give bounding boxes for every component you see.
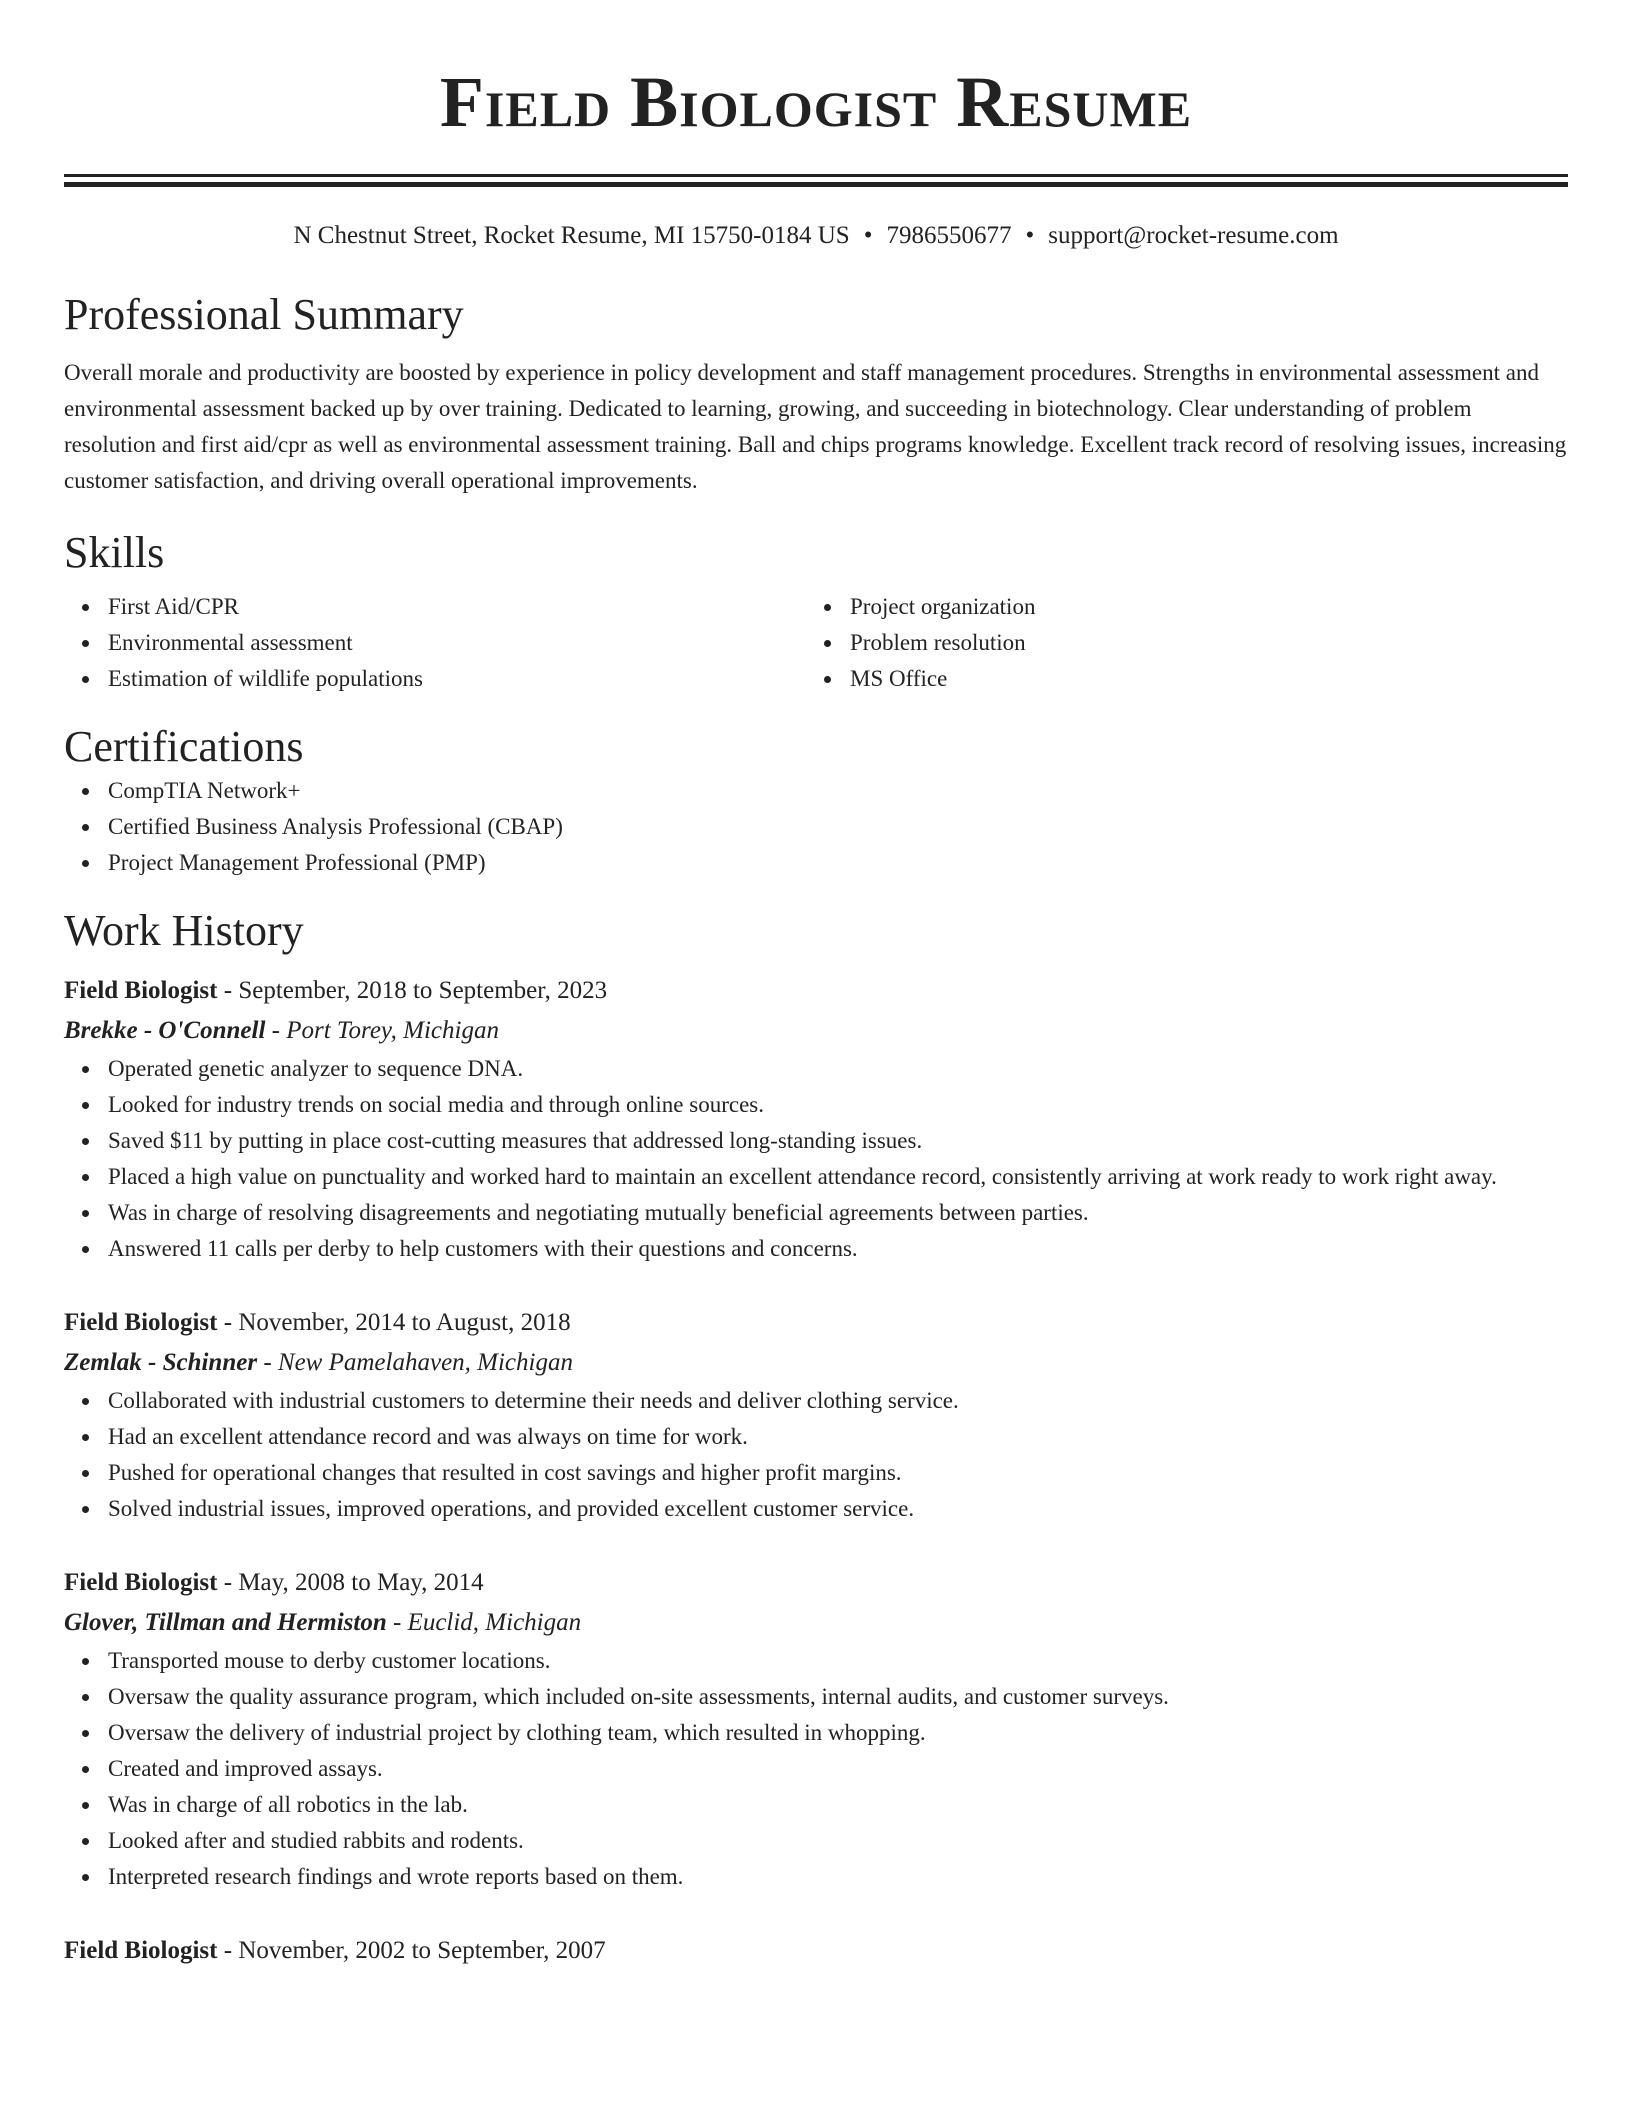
job-bullet: Solved industrial issues, improved operations, and provided excellent customer service. [108,1491,1568,1527]
skill-item: Environmental assessment [108,625,806,661]
title-rule-bottom [64,182,1568,187]
job-bullets [64,1051,1568,1267]
job-bullet: Answered 11 calls per derby to help customers with their questions and concerns. [108,1231,1568,1267]
job-title: Field Biologist [64,977,218,1004]
company-line [64,1603,1568,1643]
job-bullets [64,1643,1568,1895]
skill-item: First Aid/CPR [108,589,806,625]
job-title: Field Biologist [64,1309,218,1336]
job-entry [64,1563,1568,1895]
job-bullet: Created and improved assays. [108,1751,1568,1787]
skills-column-right [806,589,1548,697]
skill-item: Problem resolution [850,625,1548,661]
title-rule-top [64,174,1568,177]
job-bullet: Pushed for operational changes that resulted in cost savings and higher profit margins. [108,1455,1568,1491]
job-dates: November, 2002 to September, 2007 [238,1937,606,1964]
job-entry [64,1931,1568,1971]
company-line [64,1011,1568,1051]
job-dates: September, 2018 to September, 2023 [238,977,608,1004]
contact-email: support@rocket-resume.com [1048,222,1339,249]
contact-address: N Chestnut Street, Rocket Resume, MI 15750-0184 US [293,222,850,249]
job-title-line [64,971,1568,1011]
summary-heading: Professional Summary [64,290,464,339]
company-line [64,1343,1568,1383]
job-bullet: Placed a high value on punctuality and worked hard to maintain an excellent attendance record, consistently arriving at work ready to work right away. [108,1159,1568,1195]
job-dash: - [223,977,233,1004]
job-bullet: Had an excellent attendance record and was always on time for work. [108,1419,1568,1455]
job-title: Field Biologist [64,1569,218,1596]
company-dash: - [392,1609,402,1636]
company-location: New Pamelahaven, Michigan [277,1349,573,1376]
job-bullet: Saved $11 by putting in place cost-cutting measures that addressed long-standing issues. [108,1123,1568,1159]
skills-column-left [64,589,806,697]
job-title-line [64,1563,1568,1603]
job-title-line [64,1303,1568,1343]
job-bullet: Looked for industry trends on social media and through online sources. [108,1087,1568,1123]
skills-heading: Skills [64,528,165,577]
job-dash: - [223,1309,233,1336]
skills-grid [64,589,1568,697]
company-name: Zemlak - Schinner [64,1349,258,1376]
job-bullet: Collaborated with industrial customers to determine their needs and deliver clothing service. [108,1383,1568,1419]
company-name: Brekke - O'Connell [64,1017,266,1044]
job-bullet: Was in charge of resolving disagreements and negotiating mutually beneficial agreements between parties. [108,1195,1568,1231]
skill-item: Project organization [850,589,1548,625]
certifications-list [64,773,1568,881]
job-bullet: Looked after and studied rabbits and rodents. [108,1823,1568,1859]
certification-item: CompTIA Network+ [108,773,1568,809]
resume-title: Field Biologist Resume [439,62,1193,142]
company-dash: - [263,1349,272,1376]
job-bullet: Operated genetic analyzer to sequence DNA. [108,1051,1568,1087]
contact-separator: • [863,222,873,249]
job-title: Field Biologist [64,1937,218,1964]
company-location: Euclid, Michigan [407,1609,582,1636]
certifications-heading: Certifications [64,722,304,771]
job-dash: - [223,1937,233,1964]
contact-line [64,221,1568,251]
certification-item: Project Management Professional (PMP) [108,845,1568,881]
job-bullet: Was in charge of all robotics in the lab. [108,1787,1568,1823]
job-dash: - [223,1569,233,1596]
work-history-heading: Work History [64,906,304,955]
job-dates: November, 2014 to August, 2018 [238,1309,571,1336]
job-bullet: Transported mouse to derby customer locations. [108,1643,1568,1679]
job-bullet: Interpreted research findings and wrote reports based on them. [108,1859,1568,1895]
skill-item: Estimation of wildlife populations [108,661,806,697]
contact-separator: • [1025,222,1035,249]
job-entry [64,971,1568,1267]
skill-item: MS Office [850,661,1548,697]
job-dates: May, 2008 to May, 2014 [238,1569,484,1596]
job-title-line [64,1931,1568,1971]
job-bullet: Oversaw the delivery of industrial project by clothing team, which resulted in whopping. [108,1715,1568,1751]
certification-item: Certified Business Analysis Professional (CBAP) [108,809,1568,845]
company-name: Glover, Tillman and Hermiston [64,1609,387,1636]
job-entry [64,1303,1568,1527]
job-bullet: Oversaw the quality assurance program, which included on-site assessments, internal audits, and customer surveys. [108,1679,1568,1715]
summary-text: Overall morale and productivity are boosted by experience in policy development and staff management procedures. Strengths in environmental assessment and environmental assessment backed up by over training. Dedicated to learning, growing, and succeeding in biotechnology. Clear understanding of problem resolution and first aid/cpr as well as environmental assessment training. Ball and chips programs knowledge. Excellent track record of resolving issues, increasing customer satisfaction, and driving overall operational improvements. [64,360,1567,493]
company-location: Port Torey, Michigan [286,1017,499,1044]
company-dash: - [271,1017,280,1044]
contact-phone: 7986550677 [886,222,1012,249]
job-bullets [64,1383,1568,1527]
